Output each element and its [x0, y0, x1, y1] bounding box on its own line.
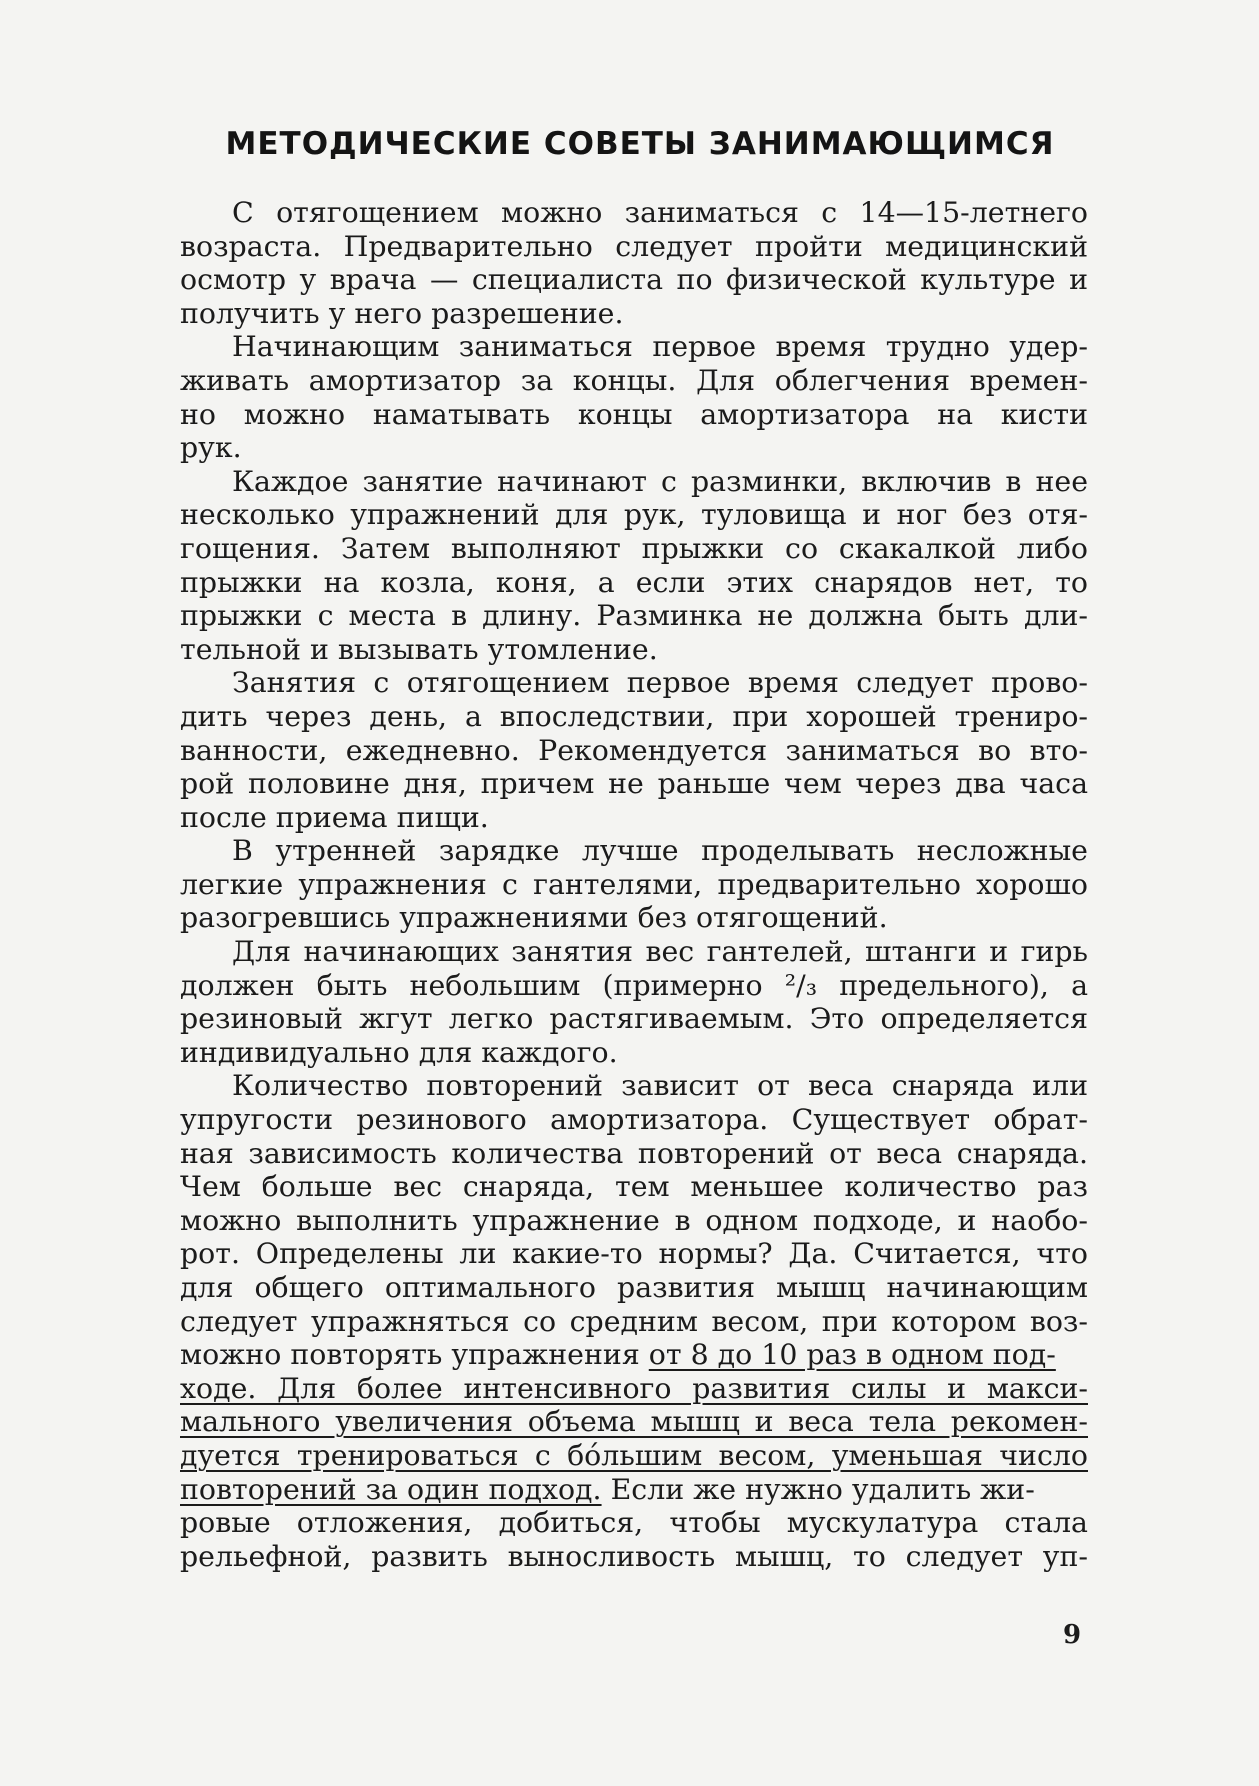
- body-text: [180, 196, 1088, 1573]
- text-line: возраста. Предварительно следует пройти медицинский: [180, 229, 1088, 263]
- text-line: Количество повторений зависит от веса снаряда или: [232, 1069, 1088, 1103]
- text-line: рук.: [180, 431, 242, 465]
- text-segment: Если же нужно удалить жи-: [601, 1472, 1035, 1506]
- text-line: рой половине дня, причем не раньше чем через два часа: [180, 767, 1088, 801]
- text-line: ванности, ежедневно. Рекомендуется заниматься во вто-: [180, 733, 1088, 767]
- text-line: [180, 1338, 1088, 1372]
- text-line: Каждое занятие начинают с разминки, включив в нее: [232, 464, 1088, 498]
- underlined-text: повторений за один подход.: [180, 1472, 602, 1506]
- text-line: рельефной, развить выносливость мышц, то следует уп-: [180, 1539, 1088, 1573]
- underlined-text-line: ходе. Для более интенсивного развития силы и макси-: [180, 1371, 1088, 1405]
- text-line: осмотр у врача — специалиста по физической культуре и: [180, 263, 1088, 297]
- text-line: Для начинающих занятия вес гантелей, штанги и гирь: [232, 935, 1088, 969]
- text-line: Начинающим заниматься первое время трудно удер-: [232, 330, 1088, 364]
- underlined-text: от 8 до 10 раз в одном под-: [648, 1338, 1056, 1372]
- underlined-text-line: мального увеличения объема мышц и веса тела рекомен-: [180, 1405, 1088, 1439]
- text-line: Занятия с отягощением первое время следует прово-: [232, 666, 1088, 700]
- page-title: МЕТОДИЧЕСКИЕ СОВЕТЫ ЗАНИМАЮЩИМСЯ: [225, 126, 1055, 162]
- text-line: рот. Определены ли какие-то нормы? Да. Считается, что: [180, 1237, 1088, 1271]
- text-line: но можно наматывать концы амортизатора на кисти: [180, 397, 1088, 431]
- text-line: для общего оптимального развития мышц начинающим: [180, 1271, 1088, 1304]
- text-line: [180, 1473, 1088, 1507]
- underlined-text-line: дуется тренироваться с бо́льшим весом, уменьшая число: [180, 1438, 1088, 1472]
- text-line: должен быть небольшим (примерно ²/₃ предельного), а: [180, 968, 1088, 1002]
- text-segment: можно повторять упражнения: [180, 1338, 649, 1372]
- page-number: 9: [1063, 1620, 1082, 1650]
- text-line: можно выполнить упражнение в одном подходе, и наобо-: [180, 1203, 1088, 1237]
- text-line: следует упражняться со средним весом, при котором воз-: [180, 1304, 1088, 1338]
- text-line: после приема пищи.: [180, 800, 489, 834]
- text-line: разогревшись упражнениями без отягощений.: [180, 901, 888, 935]
- text-line: получить у него разрешение.: [180, 296, 624, 330]
- text-line: живать амортизатор за концы. Для облегчения времен-: [180, 363, 1088, 397]
- text-line: индивидуально для каждого.: [180, 1035, 618, 1069]
- text-line: Чем больше вес снаряда, тем меньшее количество раз: [180, 1170, 1088, 1204]
- text-line: упругости резинового амортизатора. Существует обрат-: [180, 1103, 1088, 1137]
- text-line: несколько упражнений для рук, туловища и ног без отя-: [180, 498, 1088, 532]
- text-line: С отягощением можно заниматься с 14—15-летнего: [232, 196, 1088, 229]
- text-line: резиновый жгут легко растягиваемым. Это определяется: [180, 1002, 1088, 1036]
- text-line: ровые отложения, добиться, чтобы мускулатура стала: [180, 1506, 1088, 1540]
- text-line: ная зависимость количества повторений от веса снаряда.: [180, 1136, 1088, 1170]
- text-line: прыжки с места в длину. Разминка не должна быть дли-: [180, 599, 1088, 633]
- text-line: тельной и вызывать утомление.: [180, 632, 658, 666]
- text-line: легкие упражнения с гантелями, предварительно хорошо: [180, 867, 1088, 901]
- text-line: прыжки на козла, коня, а если этих снарядов нет, то: [180, 565, 1088, 599]
- text-line: В утренней зарядке лучше проделывать несложные: [232, 834, 1088, 868]
- text-line: гощения. Затем выполняют прыжки со скакалкой либо: [180, 531, 1088, 565]
- text-line: дить через день, а впоследствии, при хорошей трениро-: [180, 699, 1088, 733]
